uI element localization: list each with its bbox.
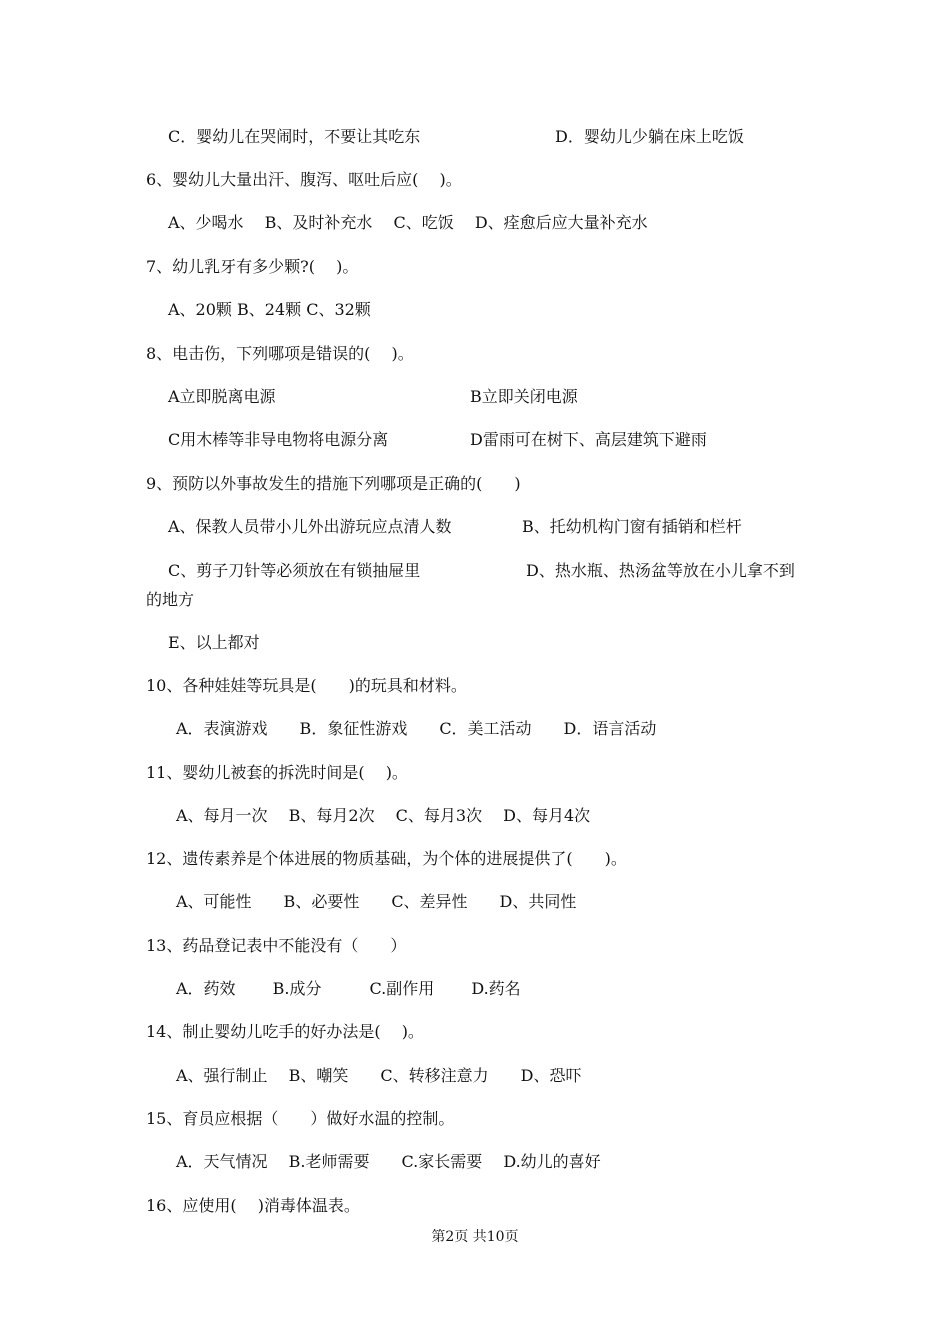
option-d: D．婴幼儿少躺在床上吃饭 — [555, 127, 744, 146]
page-footer: 第2页 共10页 — [431, 1229, 519, 1245]
question-12: 12、遗传素养是个体进展的物质基础，为个体的进展提供了( )。 — [146, 849, 627, 868]
question-6: 6、婴幼儿大量出汗、腹泻、呕吐后应( )。 — [146, 170, 462, 189]
question-8-option-d: D雷雨可在树下、高层建筑下避雨 — [470, 430, 707, 449]
question-10: 10、各种娃娃等玩具是( )的玩具和材料。 — [146, 676, 467, 695]
question-8-option-a: A立即脱离电源 — [168, 387, 276, 406]
question-7: 7、幼儿乳牙有多少颗?( )。 — [146, 257, 359, 276]
question-6-options: A、少喝水 B、及时补充水 C、吃饭 D、痊愈后应大量补充水 — [168, 213, 648, 232]
question-9-option-d: D、热水瓶、热汤盆等放在小儿拿不到 — [526, 561, 795, 580]
question-8-option-c: C用木棒等非导电物将电源分离 — [168, 430, 389, 449]
question-9-option-e: E、以上都对 — [168, 633, 260, 652]
question-8: 8、电击伤，下列哪项是错误的( )。 — [146, 344, 414, 363]
question-9: 9、预防以外事故发生的措施下列哪项是正确的( ) — [146, 474, 521, 493]
question-10-options: A．表演游戏 B．象征性游戏 C．美工活动 D．语言活动 — [176, 719, 657, 738]
question-8-option-b: B立即关闭电源 — [470, 387, 578, 406]
question-13-options: A．药效 B.成分 C.副作用 D.药名 — [176, 979, 521, 998]
question-12-options: A、可能性 B、必要性 C、差异性 D、共同性 — [176, 892, 577, 911]
question-13: 13、药品登记表中不能没有（ ） — [146, 936, 407, 955]
question-9-option-a: A、保教人员带小儿外出游玩应点清人数 — [168, 517, 452, 536]
question-14: 14、制止婴幼儿吃手的好办法是( )。 — [146, 1022, 424, 1041]
question-11-options: A、每月一次 B、每月2次 C、每月3次 D、每月4次 — [176, 806, 591, 825]
question-16: 16、应使用( )消毒体温表。 — [146, 1196, 360, 1215]
question-14-options: A、强行制止 B、嘲笑 C、转移注意力 D、恐吓 — [176, 1066, 582, 1085]
question-11: 11、婴幼儿被套的拆洗时间是( )。 — [146, 763, 408, 782]
question-9-option-d-continued: 的地方 — [146, 590, 195, 609]
option-c: C．婴幼儿在哭闹时，不要让其吃东 — [168, 127, 421, 146]
question-15: 15、育员应根据（ ）做好水温的控制。 — [146, 1109, 455, 1128]
question-9-option-b: B、托幼机构门窗有插销和栏杆 — [522, 517, 742, 536]
question-15-options: A．天气情况 B.老师需要 C.家长需要 D.幼儿的喜好 — [176, 1152, 601, 1171]
question-9-option-c: C、剪子刀针等必须放在有锁抽屉里 — [168, 561, 421, 580]
question-7-options: A、20颗 B、24颗 C、32颗 — [168, 300, 371, 319]
